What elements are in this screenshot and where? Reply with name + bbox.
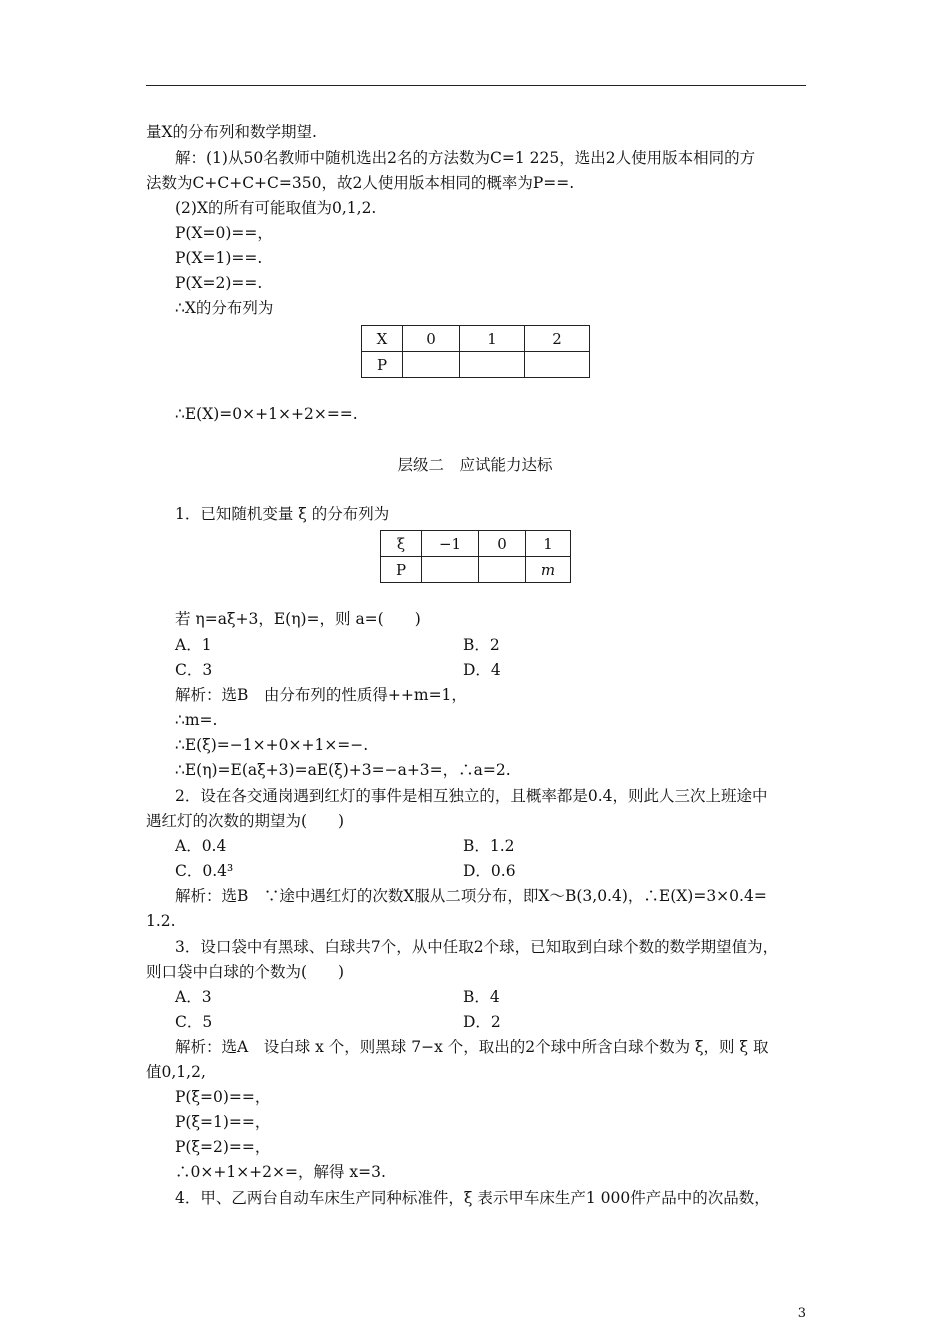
q4-stem: 4．甲、乙两台自动车床生产同种标准件，ξ 表示甲车床生产1 000件产品中的次品数， (175, 1189, 770, 1207)
q3-stem: 则口袋中白球的个数为( ) (146, 963, 345, 981)
header-rule (146, 85, 806, 86)
section-title: 层级二 应试能力达标 (397, 456, 553, 474)
q1-option-d: D．4 (463, 661, 501, 679)
distribution-table-x (361, 325, 590, 378)
q2-stem: 2．设在各交通岗遇到红灯的事件是相互独立的，且概率都是0.4，则此人三次上班途中 (175, 787, 768, 805)
q2-option-c: C．0.4³ (175, 862, 234, 880)
q3-solution: P(ξ=1)==， (175, 1113, 271, 1131)
q2-option-a: A．0.4 (175, 837, 227, 855)
table-cell (460, 352, 525, 378)
q1-solution: ∴E(η)=E(aξ+3)=aE(ξ)+3=−a+3=，∴a=2. (175, 761, 511, 779)
q3-solution: 解析：选A 设白球 x 个，则黑球 7−x 个，取出的2个球中所含白球个数为 ξ，则 ξ 取 (175, 1038, 769, 1056)
q1-condition: 若 η=aξ+3，E(η)=，则 a=( ) (175, 610, 421, 628)
text-line: P(X=1)==. (175, 249, 263, 267)
q2-option-b: B．1.2 (463, 837, 515, 855)
q1-option-b: B．2 (463, 636, 500, 654)
table-cell: 0 (403, 326, 460, 352)
q3-option-a: A．3 (175, 988, 212, 1006)
table-cell: 1 (526, 531, 571, 557)
q3-option-b: B．4 (463, 988, 500, 1006)
table-cell: X (362, 326, 403, 352)
page-number: 3 (797, 1306, 806, 1321)
q1-solution: ∴E(ξ)=−1×+0×+1×=−. (175, 736, 369, 754)
text-line: 解：(1)从50名教师中随机选出2名的方法数为C=1 225，选出2人使用版本相同的方 (175, 149, 756, 167)
table-cell: m (526, 557, 571, 583)
table-cell: 0 (479, 531, 526, 557)
table-cell (422, 557, 479, 583)
q2-solution: 1.2. (146, 912, 176, 930)
q1-option-c: C．3 (175, 661, 213, 679)
q2-solution: 解析：选B ∵途中遇红灯的次数X服从二项分布，即X～B(3,0.4)，∴E(X)=3×0.4= (175, 887, 767, 905)
table-cell: P (362, 352, 403, 378)
text-line: P(X=0)==， (175, 224, 273, 242)
table-cell: ξ (381, 531, 422, 557)
q3-solution: 值0,1,2, (146, 1063, 206, 1081)
q2-stem: 遇红灯的次数的期望为( ) (146, 812, 345, 830)
text-line: ∴X的分布列为 (175, 299, 274, 317)
distribution-table-xi (380, 530, 571, 583)
text-line: 量X的分布列和数学期望. (146, 123, 317, 141)
q3-option-c: C．5 (175, 1013, 213, 1031)
q3-solution: P(ξ=2)==， (175, 1138, 271, 1156)
q3-solution: ∴0×+1×+2×=，解得 x=3. (175, 1163, 386, 1181)
q1-stem: 1．已知随机变量 ξ 的分布列为 (175, 505, 390, 523)
text-line: 法数为C+C+C+C=350，故2人使用版本相同的概率为P==. (146, 174, 575, 192)
q3-solution: P(ξ=0)==， (175, 1088, 271, 1106)
table-cell: 1 (460, 326, 525, 352)
q1-solution: ∴m=. (175, 711, 218, 729)
table-cell (403, 352, 460, 378)
q3-stem: 3．设口袋中有黑球、白球共7个，从中任取2个球，已知取到白球个数的数学期望值为， (175, 938, 779, 956)
table-cell (479, 557, 526, 583)
table-cell: −1 (422, 531, 479, 557)
table-cell: P (381, 557, 422, 583)
q1-solution: 解析：选B 由分布列的性质得++m=1， (175, 686, 467, 704)
table-cell: 2 (525, 326, 590, 352)
text-line: ∴E(X)=0×+1×+2×==. (175, 405, 358, 423)
q3-option-d: D．2 (463, 1013, 501, 1031)
text-line: (2)X的所有可能取值为0,1,2. (175, 199, 377, 217)
text-line: P(X=2)==. (175, 274, 263, 292)
q1-option-a: A．1 (175, 636, 212, 654)
table-cell (525, 352, 590, 378)
q2-option-d: D．0.6 (463, 862, 516, 880)
